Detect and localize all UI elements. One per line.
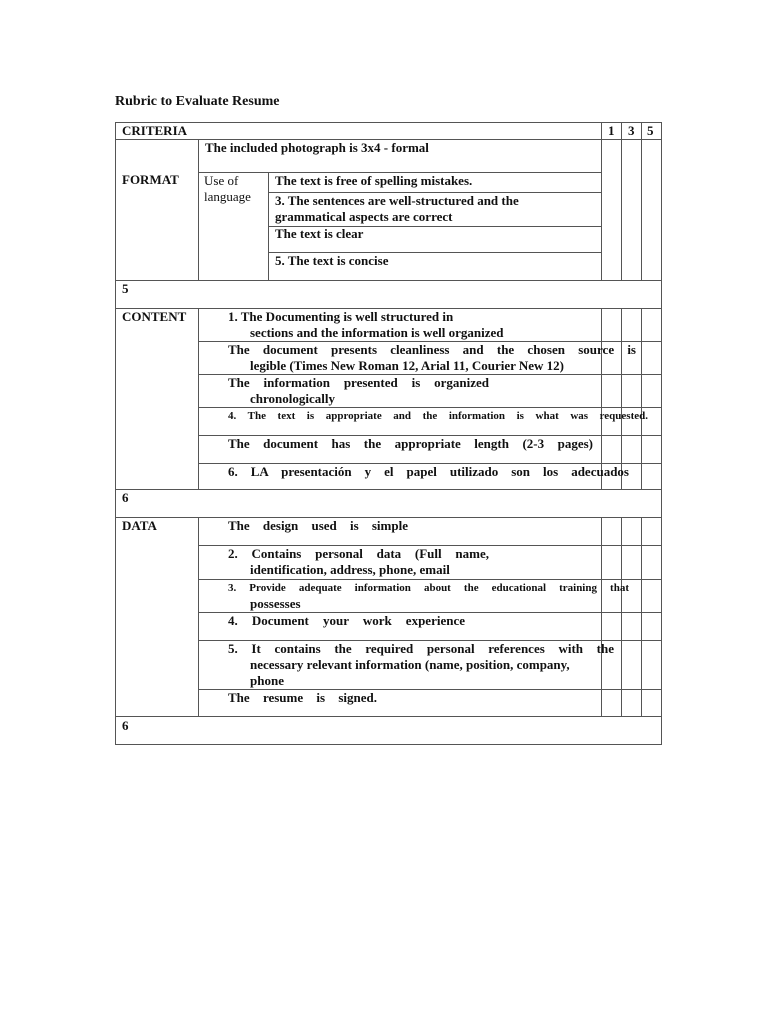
format-total: 5 (122, 281, 129, 296)
content-label: CONTENT (122, 309, 187, 324)
row-divider (116, 489, 661, 490)
format-criterion: 3. The sentences are well-structured and the grammatical aspects are correct (275, 193, 519, 224)
data-criterion: The resume is signed. (228, 690, 377, 705)
criteria-header: CRITERIA (122, 123, 188, 138)
content-criterion: The document presents cleanliness and the chosen source is (228, 342, 636, 357)
score-1-header: 1 (608, 123, 615, 138)
score-column-divider (621, 123, 622, 280)
score-column-divider (621, 308, 622, 489)
data-criterion-continued: possesses (250, 596, 301, 611)
format-photo-criterion: The included photograph is 3x4 - formal (205, 140, 429, 155)
content-criterion: The information presented is organized (228, 375, 489, 390)
rubric-table (115, 122, 662, 745)
data-criterion: The design used is simple (228, 518, 408, 533)
score-column-divider (641, 123, 642, 280)
column-divider (198, 308, 199, 489)
content-criterion: The document has the appropriate length (2-3 pages) (228, 436, 593, 451)
content-criterion-continued: legible (Times New Roman 12, Arial 11, Courier New 12) (250, 358, 565, 373)
use-of-language-label: Use of language (204, 173, 251, 204)
data-criterion-continued: identification, address, phone, email (250, 562, 450, 577)
score-column-divider (601, 123, 602, 280)
row-divider (116, 280, 661, 281)
row-divider (116, 716, 661, 717)
data-label: DATA (122, 518, 157, 533)
data-criterion: 5. It contains the required personal references with the (228, 641, 614, 656)
data-criterion: 4. Document your work experience (228, 613, 465, 628)
data-criterion-continued: necessary relevant information (name, position, company, (250, 657, 570, 672)
column-divider (198, 517, 199, 716)
score-3-header: 3 (628, 123, 635, 138)
column-divider (198, 139, 199, 280)
content-criterion-continued: sections and the information is well organized (250, 325, 504, 340)
score-column-divider (601, 517, 602, 716)
score-column-divider (641, 517, 642, 716)
content-criterion: 1. The Documenting is well structured in (228, 309, 454, 324)
data-criterion-continued: phone (250, 673, 284, 688)
data-total: 6 (122, 718, 129, 733)
content-criterion: 6. LA presentación y el papel utilizado son los adecuados (228, 464, 629, 479)
data-criterion: 3. Provide adequate information about the educational training that (228, 582, 629, 594)
format-criterion: 5. The text is concise (275, 253, 389, 268)
score-column-divider (601, 308, 602, 489)
format-criterion: The text is clear (275, 226, 364, 241)
data-criterion: 2. Contains personal data (Full name, (228, 546, 489, 561)
document-title: Rubric to Evaluate Resume (115, 94, 280, 109)
format-label: FORMAT (122, 172, 179, 187)
score-column-divider (641, 308, 642, 489)
content-criterion-continued: chronologically (250, 391, 335, 406)
format-criterion: The text is free of spelling mistakes. (275, 173, 473, 188)
score-5-header: 5 (647, 123, 654, 138)
content-criterion: 4. The text is appropriate and the information is what was requested. (228, 410, 648, 422)
score-column-divider (621, 517, 622, 716)
content-total: 6 (122, 490, 129, 505)
